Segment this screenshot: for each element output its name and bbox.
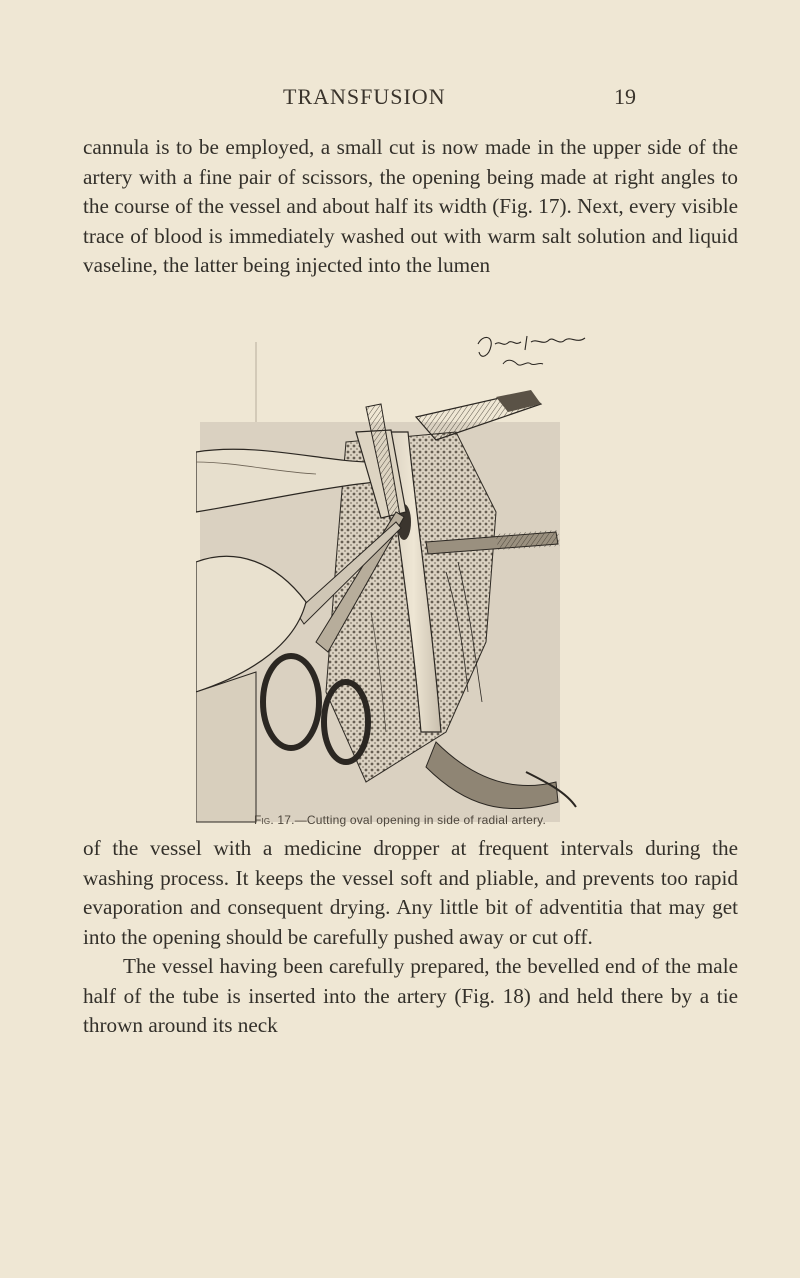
figure-caption-text: —Cutting oval opening in side of radial artery.: [294, 813, 547, 827]
surgical-illustration: [196, 312, 638, 832]
artist-signature-drawing: [473, 330, 603, 380]
paragraph-2: of the vessel with a medicine dropper at frequent intervals during the washing process. It keeps the vessel soft and pliable, and prevents too rapid evaporation and consequent drying. Any little bit of adventitia that may get into the opening should be carefully pushed away or cut off.: [83, 836, 738, 949]
artist-signature: [473, 330, 603, 380]
figure-caption: [0, 813, 800, 827]
figure-17: [196, 312, 638, 832]
running-title: TRANSFUSION: [283, 84, 446, 109]
page-number: 19: [614, 84, 636, 109]
paragraph-1: cannula is to be employed, a small cut is now made in the upper side of the artery with a fine pair of scissors, the opening being made at right angles to the course of the vessel and about half its width (Fig. 17). Next, every visible trace of blood is immediately washed out with warm salt solution and liquid vaseline, the latter being injected into the lumen: [83, 135, 738, 278]
figure-label: Fig. 17.: [253, 813, 295, 827]
paragraph-3: The vessel having been carefully prepared, the bevelled end of the male half of the tube is inserted into the artery (Fig. 18) and held there by a tie thrown around its neck: [83, 954, 738, 1038]
running-head: [0, 84, 800, 116]
